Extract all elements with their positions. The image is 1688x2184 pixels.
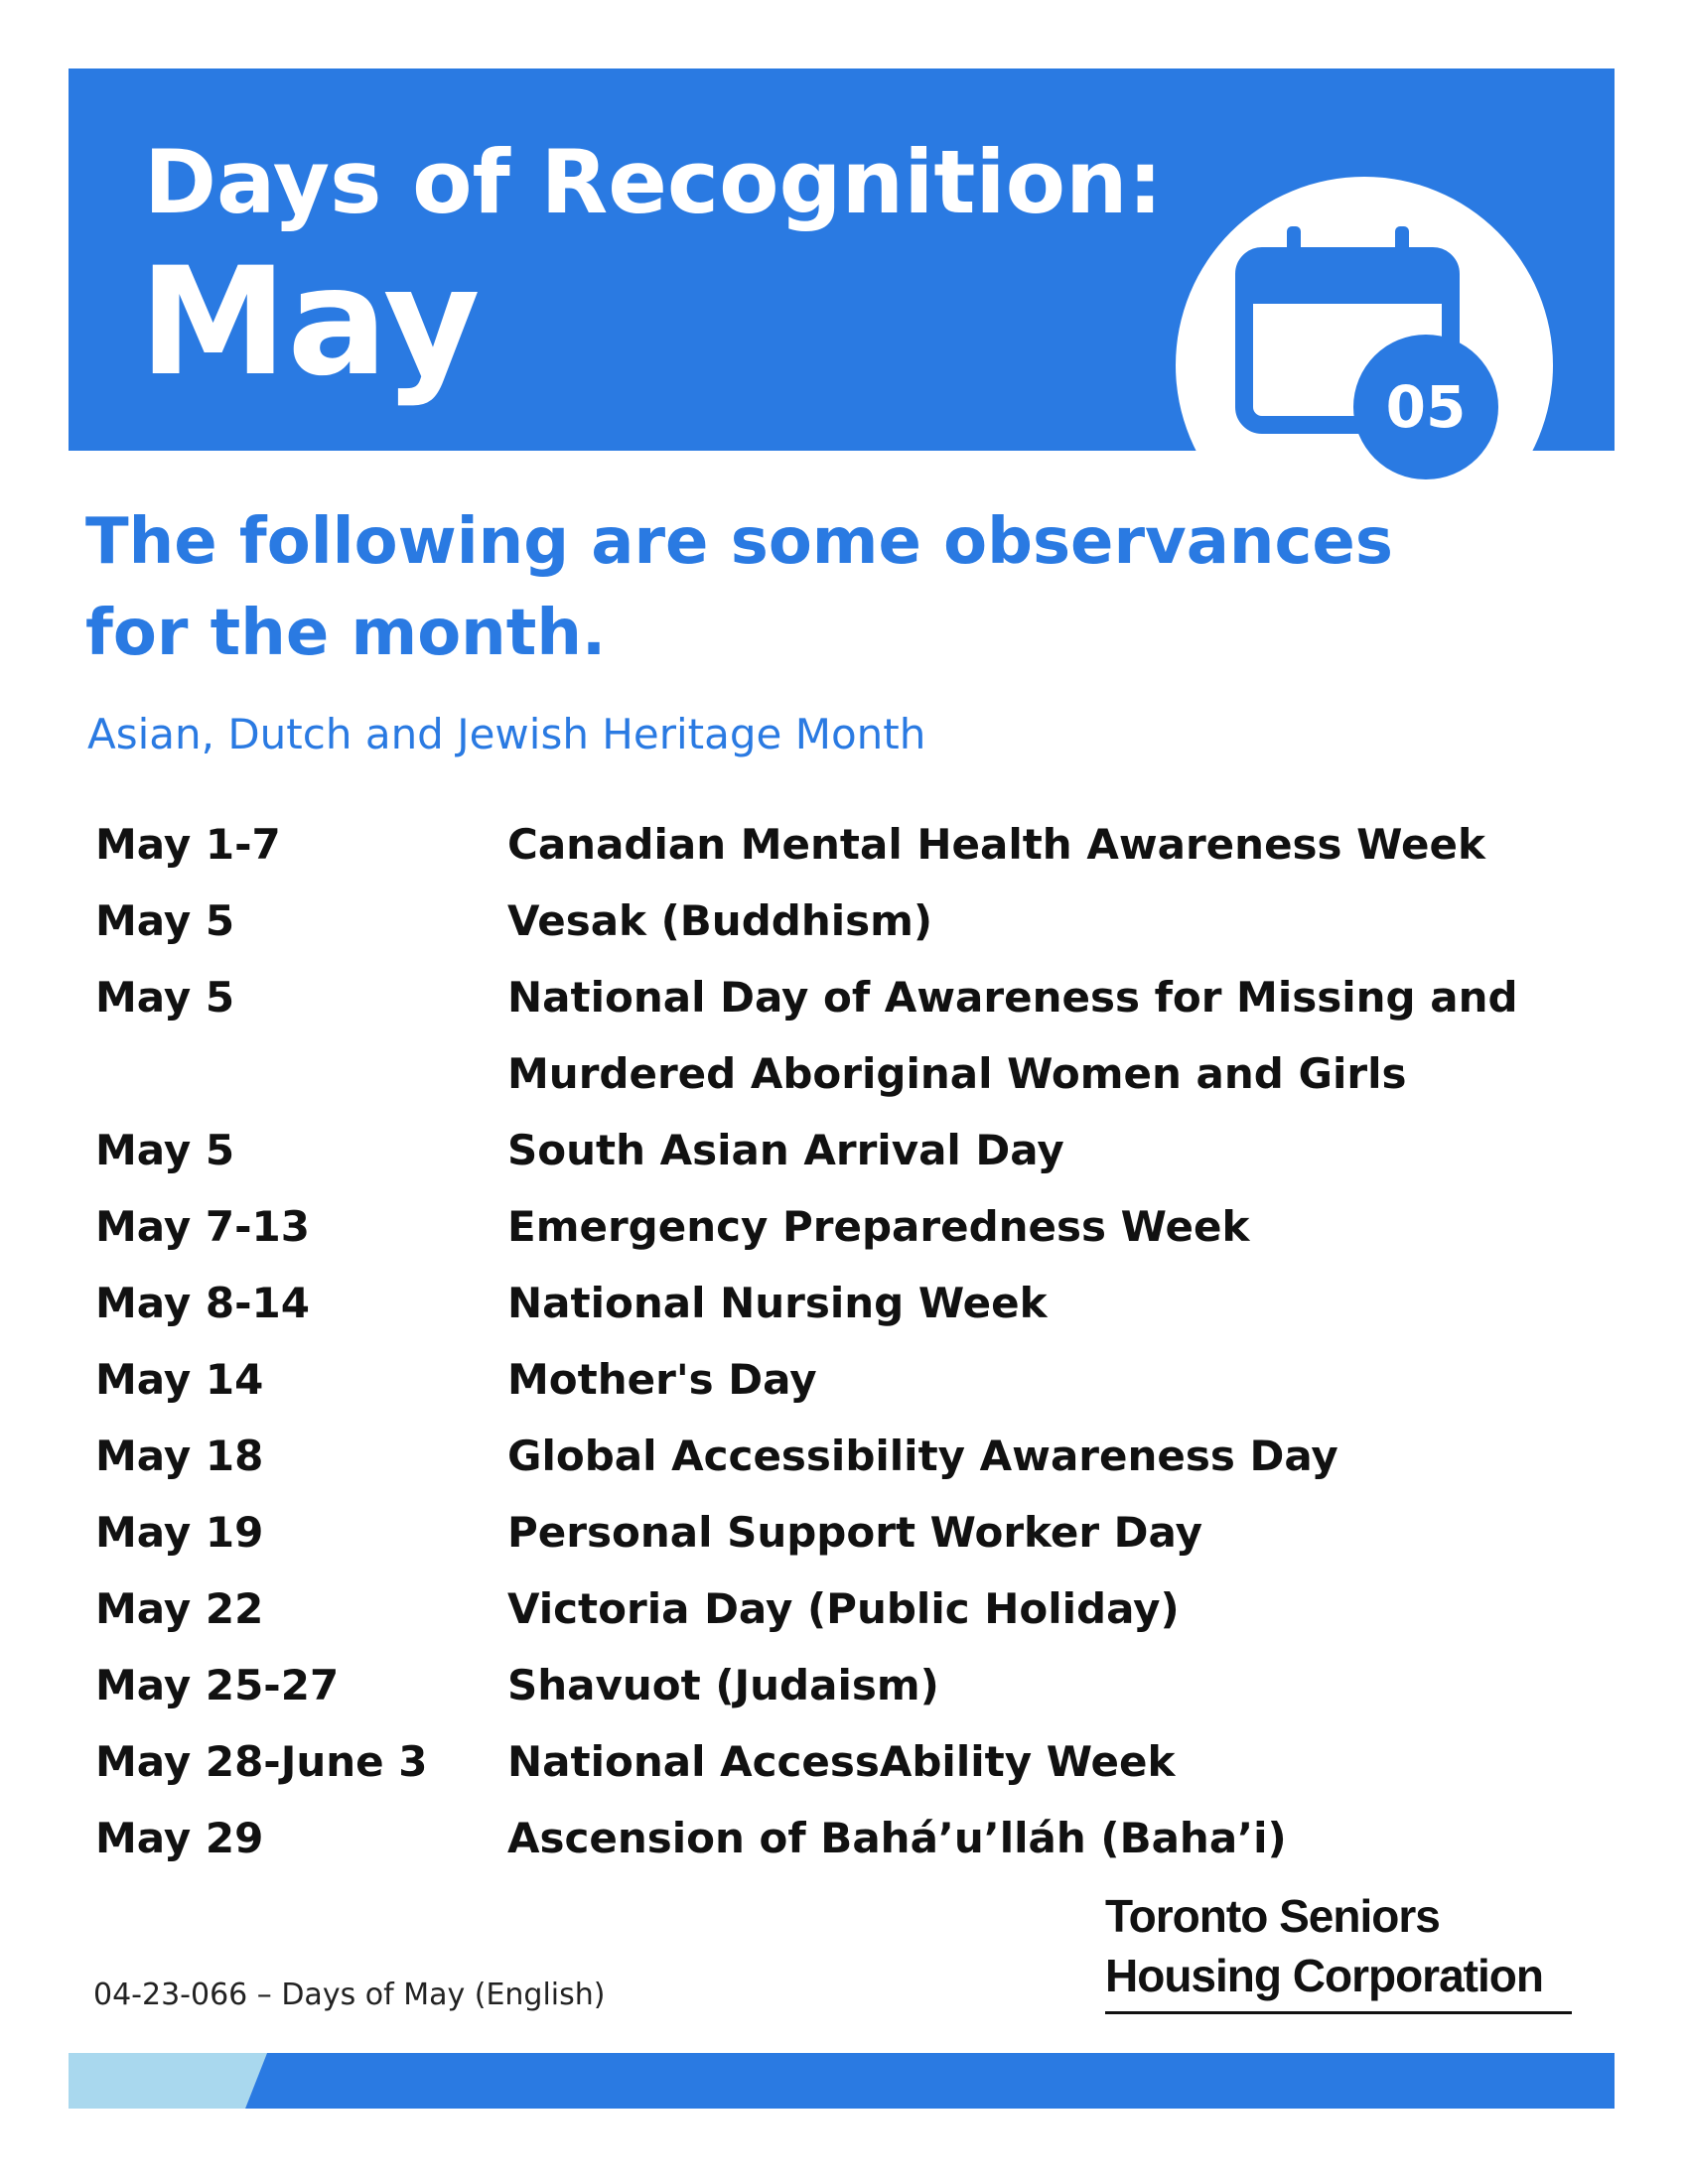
observance-event: Personal Support Worker Day <box>507 1508 1202 1557</box>
observance-row <box>95 1265 1605 1341</box>
observance-event: Global Accessibility Awareness Day <box>507 1432 1338 1480</box>
observance-event: Ascension of Bahá’u’lláh (Baha’i) <box>507 1814 1287 1862</box>
organization-logo <box>1105 1886 1572 2014</box>
observance-event: Vesak (Buddhism) <box>507 896 933 945</box>
observance-event: National AccessAbility Week <box>507 1737 1176 1786</box>
observance-event: Shavuot (Judaism) <box>507 1661 939 1709</box>
observance-row <box>95 1341 1605 1418</box>
document-code: 04-23-066 – Days of May (English) <box>93 1978 606 2012</box>
observance-date: May 14 <box>95 1355 264 1404</box>
observance-list <box>95 806 1605 1876</box>
observance-row <box>95 1647 1605 1723</box>
page-title: Days of Recognition: <box>144 131 1163 233</box>
observance-row <box>95 883 1605 959</box>
observance-date: May 7-13 <box>95 1202 310 1251</box>
heritage-month: Asian, Dutch and Jewish Heritage Month <box>87 710 926 758</box>
org-name-line1: Toronto Seniors <box>1105 1890 1440 1942</box>
observance-row <box>95 1188 1605 1265</box>
observance-event: Emergency Preparedness Week <box>507 1202 1250 1251</box>
observance-event: National Nursing Week <box>507 1279 1048 1327</box>
observance-date: May 19 <box>95 1508 264 1557</box>
observance-row <box>95 1723 1605 1800</box>
observance-date: May 22 <box>95 1584 264 1633</box>
calendar-date-badge: 05 <box>1353 335 1498 479</box>
observance-date: May 5 <box>95 973 235 1022</box>
month-title: May <box>139 236 481 409</box>
observance-row <box>95 1494 1605 1570</box>
observance-row <box>95 1418 1605 1494</box>
intro-heading: The following are some observances for the month. <box>85 505 1393 670</box>
org-name-line2: Housing Corporation <box>1105 1950 1543 2001</box>
observance-event: Mother's Day <box>507 1355 817 1404</box>
observance-date: May 5 <box>95 896 235 945</box>
footer-bar <box>69 2053 1615 2109</box>
observance-event: Victoria Day (Public Holiday) <box>507 1584 1180 1633</box>
observance-row <box>95 1112 1605 1188</box>
observance-row <box>95 1800 1605 1876</box>
observance-date: May 5 <box>95 1126 235 1174</box>
observance-row <box>95 806 1605 883</box>
observance-row <box>95 959 1605 1112</box>
observance-event: South Asian Arrival Day <box>507 1126 1064 1174</box>
observance-date: May 29 <box>95 1814 264 1862</box>
observance-date: May 8-14 <box>95 1279 310 1327</box>
observance-date: May 25-27 <box>95 1661 340 1709</box>
observance-date: May 28-June 3 <box>95 1737 428 1786</box>
observance-date: May 1-7 <box>95 820 281 869</box>
observance-date: May 18 <box>95 1432 264 1480</box>
observance-event: Canadian Mental Health Awareness Week <box>507 820 1485 869</box>
observance-row <box>95 1570 1605 1647</box>
observance-event: National Day of Awareness for Missing and Murdered Aboriginal Women and Girls <box>507 973 1518 1098</box>
